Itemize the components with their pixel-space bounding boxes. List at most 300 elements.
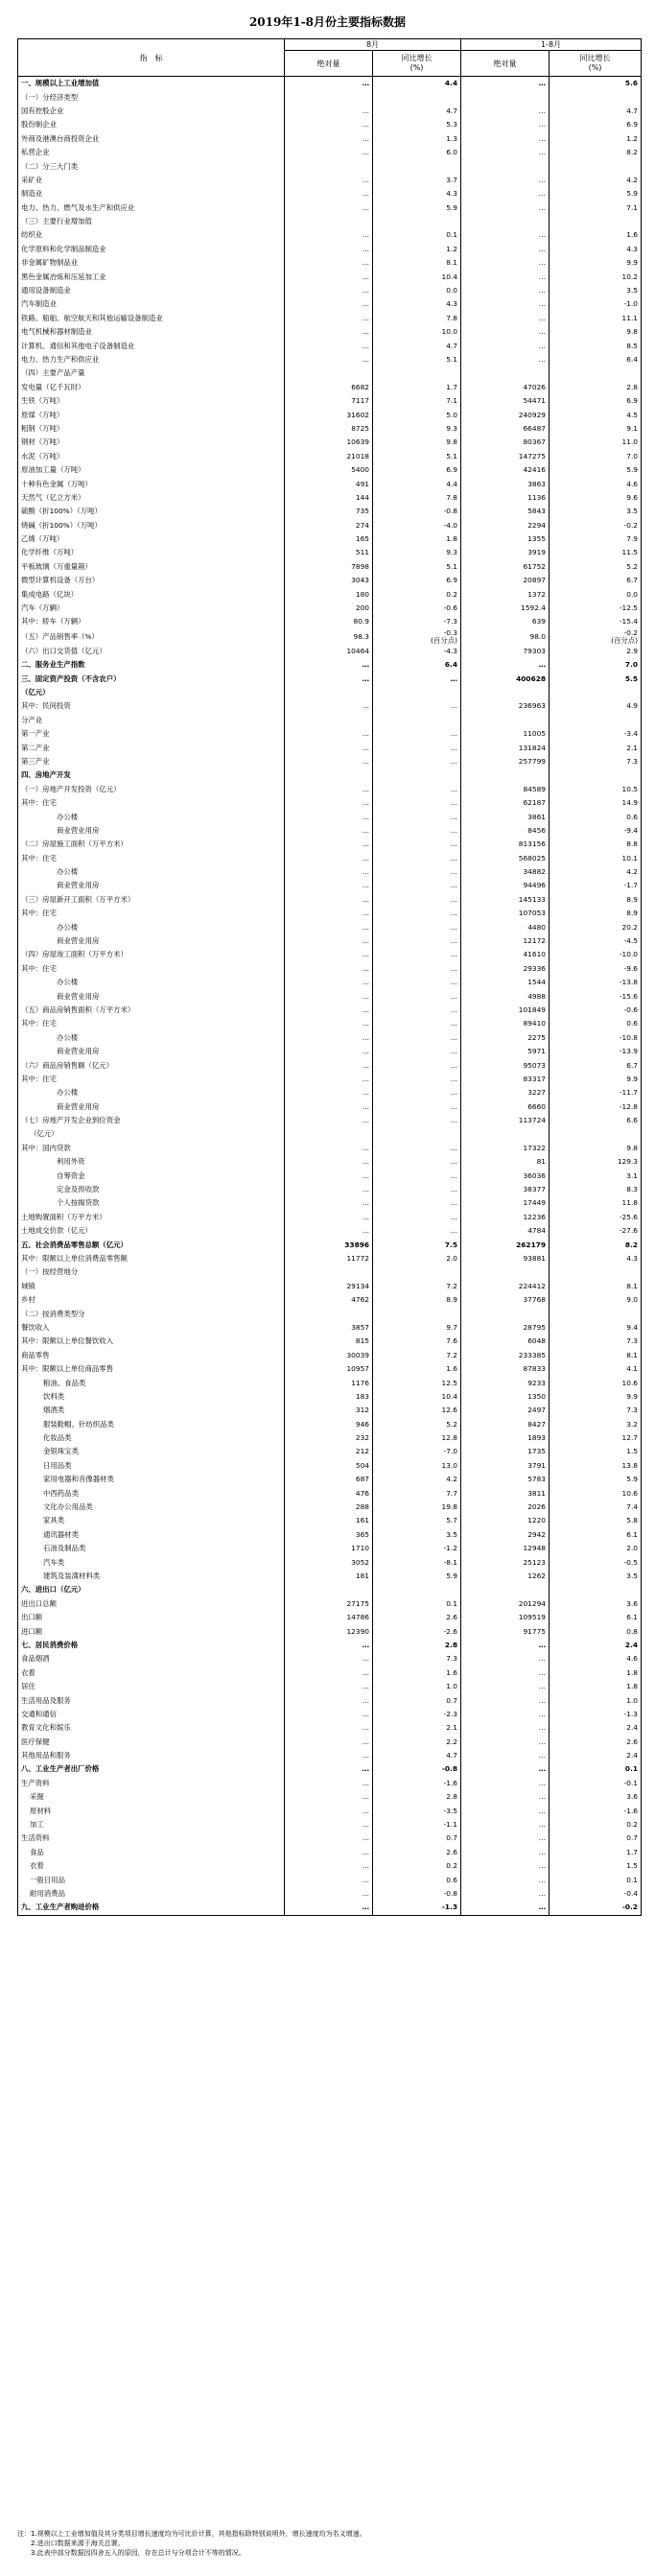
row-label xyxy=(18,1004,285,1017)
aug-yoy-value: 6.9 xyxy=(446,576,457,585)
table-row xyxy=(18,1790,642,1804)
aug-yoy xyxy=(373,1583,461,1596)
row-label-value: 纺织业 xyxy=(21,230,43,240)
row-label xyxy=(18,159,285,173)
ytd-absolute xyxy=(461,727,550,741)
table-row xyxy=(18,893,642,907)
row-label xyxy=(18,1058,285,1072)
aug-absolute-value: 946 xyxy=(355,1419,369,1429)
ytd-yoy-value: 4.9 xyxy=(626,701,639,711)
row-label xyxy=(18,1624,285,1638)
aug-absolute xyxy=(285,366,373,380)
ytd-yoy xyxy=(550,1031,642,1045)
aug-yoy xyxy=(373,1735,461,1748)
aug-absolute-value: 30039 xyxy=(346,1350,369,1359)
table-row xyxy=(18,796,642,810)
ytd-absolute-value: 107053 xyxy=(518,909,546,918)
aug-absolute-value: … xyxy=(362,1737,369,1746)
ytd-absolute xyxy=(461,1431,550,1445)
row-label-value: 九、工业生产者购进价格 xyxy=(21,1902,100,1912)
row-label xyxy=(18,1362,285,1376)
ytd-absolute-value: … xyxy=(538,1737,546,1746)
aug-yoy xyxy=(373,436,461,449)
ytd-yoy-value: 7.3 xyxy=(626,1336,639,1346)
aug-absolute xyxy=(285,1238,373,1251)
aug-yoy xyxy=(373,1528,461,1542)
aug-absolute xyxy=(285,672,373,685)
row-label-value: 汽车（万辆） xyxy=(21,603,64,613)
ytd-yoy-value: 1.2 xyxy=(626,133,639,143)
table-row xyxy=(18,1652,642,1666)
ytd-absolute-value: 1350 xyxy=(527,1391,546,1401)
ytd-absolute-value: … xyxy=(538,148,546,157)
aug-absolute xyxy=(285,1652,373,1666)
aug-absolute xyxy=(285,893,373,907)
table-row xyxy=(18,1349,642,1362)
row-label xyxy=(18,1708,285,1721)
aug-yoy-value: -7.0 xyxy=(443,1447,457,1456)
aug-absolute-value: … xyxy=(362,355,369,364)
row-label-value: 商业营业用房 xyxy=(57,881,100,890)
aug-absolute-value: 6682 xyxy=(351,382,369,391)
ytd-yoy-value: 5.9 xyxy=(626,189,639,199)
row-label-value: 生产资料 xyxy=(21,1778,50,1787)
table-row xyxy=(18,962,642,976)
row-label xyxy=(18,645,285,658)
ytd-yoy xyxy=(550,450,642,463)
aug-yoy-value: … xyxy=(450,798,457,808)
aug-yoy-value: 1.0 xyxy=(446,1682,457,1691)
aug-yoy xyxy=(373,1418,461,1431)
row-label xyxy=(18,1721,285,1735)
row-label-value: 个人按揭贷款 xyxy=(57,1198,100,1208)
aug-absolute-value: … xyxy=(362,133,369,143)
ytd-yoy xyxy=(550,1762,642,1776)
aug-absolute-value: … xyxy=(362,1074,369,1083)
aug-absolute-value: … xyxy=(362,258,369,268)
aug-absolute-value: 8725 xyxy=(351,423,369,433)
aug-absolute xyxy=(285,1265,373,1279)
aug-yoy xyxy=(373,491,461,505)
row-label xyxy=(18,1431,285,1445)
ytd-yoy-value: 4.1 xyxy=(626,1364,639,1374)
ytd-absolute-value: 2942 xyxy=(527,1529,546,1539)
aug-absolute xyxy=(285,920,373,934)
ytd-yoy xyxy=(550,865,642,879)
ytd-yoy-value: 4.7 xyxy=(626,106,639,115)
aug-absolute-value: 7117 xyxy=(351,396,369,406)
header-period-aug: 8月 xyxy=(285,39,461,51)
ytd-absolute xyxy=(461,1762,550,1776)
aug-yoy xyxy=(373,132,461,146)
row-label xyxy=(18,1473,285,1486)
ytd-yoy xyxy=(550,491,642,505)
aug-absolute xyxy=(285,727,373,741)
aug-absolute-value: … xyxy=(362,1778,369,1787)
row-label-value: （五）商品房销售面积（万平方米） xyxy=(21,1004,135,1014)
row-label-value: 耐用消费品 xyxy=(30,1888,65,1898)
row-label-value: 集成电路（亿块） xyxy=(21,589,79,599)
ytd-absolute-value: … xyxy=(538,299,546,309)
ytd-yoy xyxy=(550,118,642,131)
ytd-absolute-value: 3791 xyxy=(527,1460,546,1470)
aug-yoy xyxy=(373,879,461,892)
aug-absolute xyxy=(285,962,373,976)
aug-yoy-value: 7.2 xyxy=(446,1350,457,1359)
row-label xyxy=(18,1114,285,1127)
row-label-value: 烧碱（折100%）（万吨） xyxy=(21,520,102,530)
ytd-yoy xyxy=(550,879,642,892)
aug-yoy xyxy=(373,1280,461,1293)
ytd-absolute-value: … xyxy=(538,1654,546,1664)
row-label-value: 办公楼 xyxy=(57,922,79,932)
row-label-value: 五、社会消费品零售总额（亿元） xyxy=(21,1240,128,1249)
ytd-absolute xyxy=(461,879,550,892)
ytd-yoy xyxy=(550,1528,642,1542)
row-label-value: 二、服务业生产指数 xyxy=(21,660,85,670)
aug-absolute-value: … xyxy=(362,1088,369,1098)
aug-absolute xyxy=(285,907,373,920)
aug-yoy-value: 9.8 xyxy=(446,437,457,447)
header-yoy-ytd-line1: 同比增长 xyxy=(579,54,611,62)
ytd-absolute xyxy=(461,560,550,574)
aug-yoy xyxy=(373,1721,461,1735)
aug-yoy-value: 0.2 xyxy=(446,1861,457,1871)
ytd-yoy xyxy=(550,90,642,104)
ytd-yoy-value: 0.7 xyxy=(626,1833,639,1843)
aug-absolute xyxy=(285,1431,373,1445)
row-label xyxy=(18,1073,285,1086)
row-label-value: 私营企业 xyxy=(21,148,50,157)
aug-yoy-value: 2.2 xyxy=(446,1737,457,1746)
ytd-yoy-value: 9.0 xyxy=(626,1295,639,1305)
aug-yoy-value: 7.2 xyxy=(446,1281,457,1290)
aug-yoy-value: 4.7 xyxy=(446,106,457,115)
table-row xyxy=(18,1514,642,1527)
ytd-absolute xyxy=(461,1639,550,1652)
ytd-absolute-value: 37768 xyxy=(523,1295,546,1305)
aug-absolute xyxy=(285,1680,373,1693)
table-row xyxy=(18,146,642,159)
aug-absolute-value: … xyxy=(362,978,369,987)
aug-absolute xyxy=(285,1501,373,1514)
row-label-value: 其中：住宅 xyxy=(21,853,57,863)
aug-yoy-value: 9.7 xyxy=(446,1322,457,1332)
ytd-yoy xyxy=(550,297,642,311)
ytd-absolute xyxy=(461,1846,550,1859)
aug-absolute-value: … xyxy=(362,1709,369,1718)
ytd-absolute xyxy=(461,146,550,159)
aug-absolute-value: 212 xyxy=(355,1447,369,1456)
ytd-yoy xyxy=(550,546,642,559)
row-label xyxy=(18,1666,285,1680)
aug-yoy-value: 1.7 xyxy=(446,382,457,391)
ytd-absolute-value: … xyxy=(538,1695,546,1705)
aug-yoy xyxy=(373,408,461,421)
ytd-absolute-value: 201294 xyxy=(518,1598,546,1608)
aug-absolute xyxy=(285,1362,373,1376)
aug-yoy-value: 7.1 xyxy=(446,396,457,406)
row-label xyxy=(18,1542,285,1555)
ytd-yoy xyxy=(550,907,642,920)
ytd-yoy-value: 8.2 xyxy=(624,1240,639,1249)
aug-absolute-value: 144 xyxy=(355,492,369,502)
row-label-value: 硫酸（折100%）（万吨） xyxy=(21,507,102,516)
aug-absolute xyxy=(285,1058,373,1072)
row-label xyxy=(18,546,285,559)
ytd-yoy-value: 4.6 xyxy=(626,479,639,488)
ytd-yoy-value: 4.2 xyxy=(626,867,639,877)
aug-absolute xyxy=(285,755,373,768)
ytd-absolute-value: 147275 xyxy=(518,451,546,461)
ytd-absolute xyxy=(461,1666,550,1680)
aug-absolute-value: … xyxy=(362,341,369,350)
row-label xyxy=(18,174,285,187)
row-label xyxy=(18,187,285,201)
table-row xyxy=(18,1142,642,1155)
aug-absolute xyxy=(285,353,373,366)
aug-absolute-value: … xyxy=(362,1004,369,1014)
ytd-absolute xyxy=(461,1086,550,1099)
ytd-absolute xyxy=(461,1127,550,1141)
row-label xyxy=(18,1169,285,1182)
aug-yoy-value: … xyxy=(450,1074,457,1083)
ytd-yoy xyxy=(550,1721,642,1735)
aug-yoy-value: 3.5 xyxy=(446,1529,457,1539)
table-row xyxy=(18,491,642,505)
aug-absolute xyxy=(285,1321,373,1335)
ytd-yoy xyxy=(550,1404,642,1417)
ytd-absolute xyxy=(461,714,550,727)
ytd-yoy xyxy=(550,645,642,658)
ytd-yoy xyxy=(550,312,642,325)
row-label xyxy=(18,1611,285,1624)
ytd-absolute-value: 813156 xyxy=(518,839,546,849)
row-label xyxy=(18,353,285,366)
aug-yoy-value: 1.6 xyxy=(446,1364,457,1374)
ytd-absolute-value: … xyxy=(538,1709,546,1718)
aug-absolute-value: 3043 xyxy=(351,576,369,585)
aug-yoy xyxy=(373,1514,461,1527)
ytd-yoy xyxy=(550,1832,642,1845)
ytd-yoy xyxy=(550,810,642,823)
ytd-yoy-value: 6.9 xyxy=(626,120,639,130)
aug-absolute-value: 10957 xyxy=(346,1364,369,1374)
unit-note: (百分点) xyxy=(611,635,639,645)
row-label xyxy=(18,366,285,380)
table-row xyxy=(18,615,642,628)
ytd-absolute xyxy=(461,838,550,851)
ytd-yoy-value: 0.6 xyxy=(626,812,639,821)
row-label xyxy=(18,1501,285,1514)
table-row xyxy=(18,312,642,325)
aug-absolute-value: … xyxy=(362,1640,369,1649)
aug-absolute-value: … xyxy=(362,798,369,808)
ytd-yoy xyxy=(550,1818,642,1832)
aug-absolute xyxy=(285,615,373,628)
aug-yoy xyxy=(373,714,461,727)
ytd-yoy xyxy=(550,1335,642,1348)
table-row xyxy=(18,1459,642,1473)
aug-yoy-value: -8.1 xyxy=(443,1557,457,1567)
ytd-absolute-value: 4988 xyxy=(527,991,546,1001)
aug-absolute-value: … xyxy=(362,1170,369,1180)
row-label-value: 电力、热力、燃气及水生产和供应业 xyxy=(21,202,135,212)
aug-absolute-value: … xyxy=(362,1888,369,1898)
aug-absolute xyxy=(285,1031,373,1045)
table-row xyxy=(18,1169,642,1182)
ytd-yoy xyxy=(550,1570,642,1583)
row-label-value: 发电量（亿千瓦时） xyxy=(21,382,85,391)
row-label xyxy=(18,1211,285,1224)
ytd-absolute xyxy=(461,1445,550,1458)
ytd-yoy xyxy=(550,851,642,864)
aug-yoy-value: 0.1 xyxy=(446,1598,457,1608)
table-row xyxy=(18,1528,642,1542)
ytd-yoy xyxy=(550,574,642,587)
row-label xyxy=(18,1086,285,1099)
aug-yoy xyxy=(373,699,461,713)
row-label xyxy=(18,381,285,394)
aug-absolute xyxy=(285,989,373,1003)
ytd-yoy-value: -27.6 xyxy=(619,1226,639,1236)
aug-yoy-value: -1.3 xyxy=(441,1902,457,1912)
ytd-absolute-value: 400628 xyxy=(516,674,546,683)
row-label-value: 衣着 xyxy=(21,1667,35,1677)
ytd-absolute xyxy=(461,450,550,463)
table-row xyxy=(18,505,642,518)
ytd-yoy xyxy=(550,672,642,685)
ytd-yoy-value: 6.4 xyxy=(626,355,639,364)
row-label-value: 衣着 xyxy=(30,1861,44,1871)
ytd-yoy-value: 5.2 xyxy=(626,561,639,571)
ytd-yoy xyxy=(550,1445,642,1458)
aug-yoy-value: 7.7 xyxy=(446,1488,457,1498)
aug-yoy-value: 5.7 xyxy=(446,1516,457,1525)
aug-yoy xyxy=(373,1142,461,1155)
aug-absolute-value: … xyxy=(362,120,369,130)
row-label-value: 电力、热力生产和供应业 xyxy=(21,355,100,364)
ytd-absolute-value: … xyxy=(538,1764,546,1774)
aug-yoy-value: -0.3 xyxy=(443,628,457,637)
aug-yoy xyxy=(373,284,461,297)
row-label xyxy=(18,1196,285,1210)
table-row xyxy=(18,1542,642,1555)
ytd-absolute-value: 91775 xyxy=(523,1626,546,1636)
aug-yoy-value: 6.4 xyxy=(444,660,457,670)
ytd-absolute-value: 6660 xyxy=(527,1101,546,1111)
table-row xyxy=(18,1073,642,1086)
aug-yoy xyxy=(373,976,461,989)
row-label xyxy=(18,463,285,477)
table-row xyxy=(18,201,642,215)
row-label xyxy=(18,1238,285,1251)
aug-yoy-value: 6.9 xyxy=(446,465,457,475)
ytd-yoy-value: -15.4 xyxy=(619,617,639,626)
row-label xyxy=(18,1142,285,1155)
ytd-absolute-value: 42416 xyxy=(523,465,546,475)
ytd-absolute xyxy=(461,796,550,810)
aug-absolute-value: … xyxy=(362,1695,369,1705)
aug-yoy-value: 7.3 xyxy=(446,1654,457,1664)
ytd-absolute-value: 1592.4 xyxy=(521,603,546,613)
aug-absolute xyxy=(285,1100,373,1114)
aug-absolute xyxy=(285,699,373,713)
ytd-absolute-value: 6048 xyxy=(527,1336,546,1346)
row-label-value: （二）房屋施工面积（万平方米） xyxy=(21,839,128,849)
ytd-absolute-value: … xyxy=(538,120,546,130)
ytd-absolute xyxy=(461,1155,550,1169)
row-label-value: 办公楼 xyxy=(57,1032,79,1042)
aug-yoy xyxy=(373,1169,461,1182)
ytd-absolute xyxy=(461,1211,550,1224)
aug-absolute-value: … xyxy=(362,148,369,157)
table-row xyxy=(18,783,642,796)
aug-yoy xyxy=(373,865,461,879)
ytd-absolute xyxy=(461,1542,550,1555)
aug-yoy xyxy=(373,1873,461,1886)
ytd-absolute xyxy=(461,1790,550,1804)
table-row xyxy=(18,587,642,601)
ytd-absolute xyxy=(461,1514,550,1527)
ytd-absolute xyxy=(461,1004,550,1017)
row-label xyxy=(18,1100,285,1114)
ytd-yoy-value: 1.8 xyxy=(626,1682,639,1691)
aug-yoy-value: 5.1 xyxy=(446,561,457,571)
aug-absolute xyxy=(285,838,373,851)
row-label-value: 外商及港澳台商投资企业 xyxy=(21,133,100,143)
table-row xyxy=(18,1045,642,1058)
row-label-value: 通用设备制造业 xyxy=(21,286,71,295)
ytd-yoy xyxy=(550,366,642,380)
aug-yoy-value: -0.8 xyxy=(441,1764,457,1774)
aug-yoy-value: -1.6 xyxy=(443,1778,457,1787)
ytd-absolute-value: 3861 xyxy=(527,812,546,821)
ytd-absolute xyxy=(461,174,550,187)
aug-yoy-value: 12.8 xyxy=(441,1433,457,1443)
table-row xyxy=(18,1017,642,1030)
aug-yoy xyxy=(373,215,461,228)
aug-yoy-value: 1.6 xyxy=(446,1667,457,1677)
table-row xyxy=(18,1597,642,1611)
aug-absolute-value: 21018 xyxy=(346,451,369,461)
row-label xyxy=(18,1376,285,1389)
aug-absolute-value: … xyxy=(362,950,369,959)
aug-absolute xyxy=(285,1086,373,1099)
aug-yoy xyxy=(373,1017,461,1030)
ytd-yoy-value: -0.1 xyxy=(623,1778,639,1787)
row-label-value: 一般日用品 xyxy=(30,1875,65,1884)
aug-yoy xyxy=(373,768,461,782)
aug-absolute-value: 4762 xyxy=(351,1295,369,1305)
ytd-yoy xyxy=(550,1307,642,1320)
row-label xyxy=(18,1652,285,1666)
aug-absolute xyxy=(285,187,373,201)
table-row xyxy=(18,325,642,339)
ytd-yoy-value: 9.9 xyxy=(626,258,639,268)
row-label xyxy=(18,1045,285,1058)
table-row xyxy=(18,463,642,477)
ytd-yoy-value: 8.1 xyxy=(626,1350,639,1359)
ytd-absolute-value: 568025 xyxy=(518,853,546,863)
ytd-absolute xyxy=(461,1804,550,1817)
ytd-absolute xyxy=(461,228,550,242)
ytd-absolute xyxy=(461,1777,550,1790)
row-label-value: 商业营业用房 xyxy=(57,991,100,1001)
ytd-absolute-value: 12948 xyxy=(523,1544,546,1553)
ytd-yoy-value: 9.8 xyxy=(626,327,639,337)
ytd-yoy-value: 6.9 xyxy=(626,396,639,406)
